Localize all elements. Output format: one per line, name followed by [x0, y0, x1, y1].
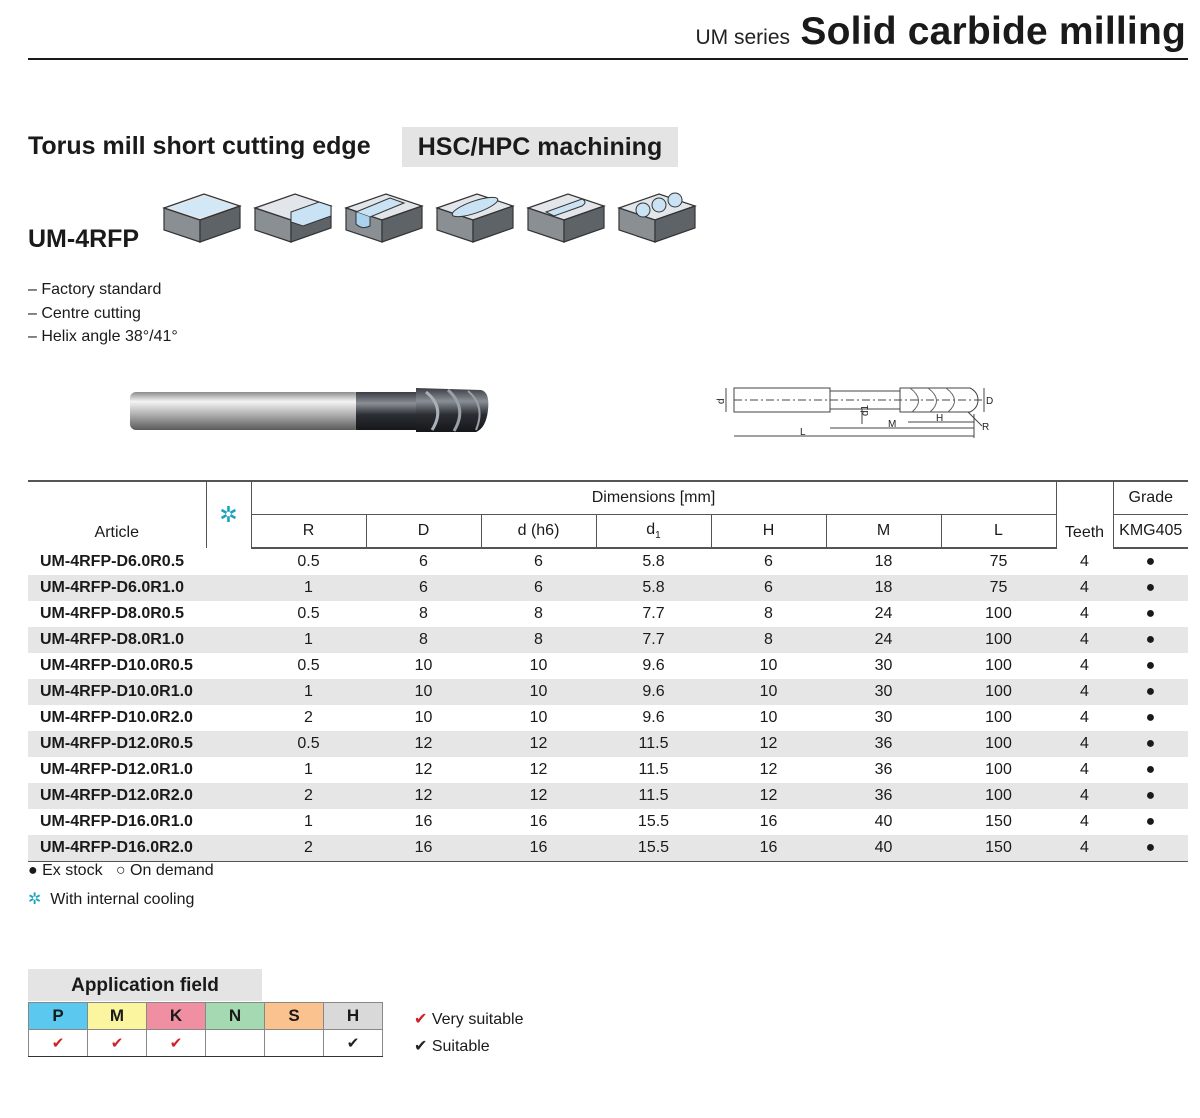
material-group-s: S: [265, 1003, 324, 1030]
teeth-cell: 4: [1056, 679, 1113, 705]
R-cell: 0.5: [251, 731, 366, 757]
d-cell: 12: [481, 783, 596, 809]
d-cell: 10: [529, 657, 548, 674]
d-cell: 16: [481, 835, 596, 862]
internal-cooling-icon: ✲: [206, 481, 251, 548]
M-cell: 36: [826, 783, 941, 809]
M-cell: 18: [874, 553, 893, 570]
L-cell: 100: [941, 731, 1056, 757]
teeth-cell: 4: [1056, 575, 1113, 601]
table-row: [28, 731, 1188, 757]
table-row: [28, 601, 1188, 627]
article-cell: UM-4RFP-D12.0R0.5: [28, 731, 206, 757]
material-group-n: N: [206, 1003, 265, 1030]
H-cell: 16: [759, 813, 778, 830]
article-cell: UM-4RFP-D8.0R1.0: [28, 627, 206, 653]
D-cell: 6: [419, 553, 428, 570]
grade-cell: ●: [1145, 657, 1156, 674]
stock-legend: [28, 862, 214, 880]
d1-cell: 7.7: [642, 605, 665, 622]
D-cell: 10: [366, 679, 481, 705]
grade-cell: ●: [1145, 605, 1156, 622]
table-row: [28, 705, 1188, 731]
R-cell: 2: [304, 709, 313, 726]
ramping-operation-icon: [524, 186, 608, 246]
suitability-check-icon: [265, 1030, 324, 1057]
grade-cell: ●: [1113, 627, 1188, 653]
table-row: [28, 757, 1188, 783]
cooling-cell: [206, 731, 251, 757]
L-cell: 100: [941, 783, 1056, 809]
teeth-header: Teeth: [1056, 481, 1113, 548]
D-cell: 6: [366, 575, 481, 601]
col-d1-header: [596, 515, 711, 549]
d1-cell: 9.6: [596, 679, 711, 705]
H-cell: 6: [764, 553, 773, 570]
d1-cell: 15.5: [637, 813, 670, 830]
teeth-cell: 4: [1056, 783, 1113, 809]
grade-cell: ●: [1145, 761, 1156, 778]
H-cell: 16: [711, 835, 826, 862]
D-cell: 10: [414, 657, 433, 674]
teeth-cell: 4: [1080, 761, 1089, 778]
suitability-check-icon: ✔: [324, 1030, 383, 1057]
table-row: [28, 627, 1188, 653]
L-cell: 100: [985, 657, 1012, 674]
table-row: [28, 653, 1188, 679]
very-suitable-label: Very suitable: [431, 1011, 524, 1028]
col-M-header: M: [826, 515, 941, 549]
internal-cooling-legend-icon: ✲: [28, 891, 42, 908]
M-cell: 24: [826, 627, 941, 653]
table-row: [28, 835, 1188, 862]
cooling-cell: [206, 601, 251, 627]
article-cell: UM-4RFP-D10.0R2.0: [40, 709, 193, 726]
L-cell: 100: [985, 605, 1012, 622]
material-group-h: H: [324, 1003, 383, 1030]
d1-cell: 5.8: [642, 553, 665, 570]
col-D-header: D: [366, 515, 481, 549]
article-cell: UM-4RFP-D10.0R0.5: [40, 657, 193, 674]
application-field-table: [28, 1002, 383, 1057]
cooling-cell: [206, 548, 251, 575]
feature-item: – Centre cutting: [28, 304, 141, 322]
suitability-check-icon: ✔: [29, 1030, 88, 1057]
D-cell: 12: [414, 761, 433, 778]
col-d1-main: d: [646, 520, 656, 538]
D-cell: 8: [366, 627, 481, 653]
M-cell: 24: [874, 605, 893, 622]
R-cell: 0.5: [297, 553, 320, 570]
H-cell: 6: [711, 575, 826, 601]
article-cell: UM-4RFP-D16.0R1.0: [40, 813, 193, 830]
L-cell: 100: [941, 627, 1056, 653]
suitability-check-icon: ✔: [147, 1030, 206, 1057]
on-demand-legend: ○ On demand: [115, 862, 214, 879]
table-row: [28, 783, 1188, 809]
d1-cell: 11.5: [596, 731, 711, 757]
catalog-title: Solid carbide milling: [800, 10, 1186, 53]
drawing-label-H: H: [936, 413, 944, 424]
article-cell: UM-4RFP-D10.0R1.0: [28, 679, 206, 705]
cooling-cell: [206, 653, 251, 679]
dimension-drawing: [712, 380, 1002, 444]
M-cell: 40: [874, 813, 893, 830]
suitability-check-icon: ✔: [88, 1030, 147, 1057]
teeth-cell: 4: [1056, 835, 1113, 862]
table-row: [28, 679, 1188, 705]
L-cell: 100: [941, 679, 1056, 705]
article-cell: UM-4RFP-D8.0R0.5: [40, 605, 185, 622]
teeth-cell: 4: [1080, 657, 1089, 674]
L-cell: 75: [941, 575, 1056, 601]
article-cell: UM-4RFP-D12.0R2.0: [28, 783, 206, 809]
application-field-title: Application field: [28, 969, 262, 1001]
table-row: [28, 548, 1188, 575]
d-cell: 6: [481, 575, 596, 601]
feature-item: – Helix angle 38°/41°: [28, 328, 178, 345]
grade-cell: ●: [1113, 835, 1188, 862]
d1-cell: 11.5: [638, 761, 669, 778]
very-suitable-check-icon: ✔: [414, 1011, 428, 1028]
feature-item: – Factory standard: [28, 281, 162, 298]
M-cell: 36: [874, 761, 893, 778]
end-mill-photo: [126, 378, 496, 438]
grade-cell: ●: [1145, 709, 1156, 726]
d1-cell: 11.5: [596, 783, 711, 809]
product-code: UM-4RFP: [28, 225, 140, 253]
cooling-cell: [206, 679, 251, 705]
table-row: [28, 575, 1188, 601]
article-cell: UM-4RFP-D12.0R1.0: [40, 761, 193, 778]
suitable-check-icon: ✔: [414, 1038, 428, 1055]
article-cell: UM-4RFP-D6.0R1.0: [28, 575, 206, 601]
cooling-cell: [206, 705, 251, 731]
M-cell: 18: [826, 575, 941, 601]
H-cell: 12: [759, 761, 778, 778]
d-cell: 10: [481, 679, 596, 705]
grade-cell: ●: [1113, 679, 1188, 705]
D-cell: 12: [366, 731, 481, 757]
teeth-cell: 4: [1056, 627, 1113, 653]
suitability-check-icon: [206, 1030, 265, 1057]
cooling-cell: [206, 783, 251, 809]
grade-header: Grade: [1113, 481, 1188, 515]
internal-cooling-legend-text: With internal cooling: [50, 891, 195, 908]
teeth-cell: 4: [1080, 709, 1089, 726]
drawing-label-R: R: [982, 422, 990, 433]
H-cell: 10: [759, 657, 778, 674]
cooling-cell: [206, 809, 251, 835]
article-header: Article: [28, 481, 206, 548]
teeth-cell: 4: [1056, 731, 1113, 757]
pocket-operation-icon: [433, 186, 517, 246]
feature-list: [28, 278, 178, 349]
grade-cell: ●: [1145, 553, 1156, 570]
table-row: [28, 809, 1188, 835]
d-cell: 6: [534, 553, 543, 570]
L-cell: 100: [985, 761, 1012, 778]
slotting-operation-icon: [342, 186, 426, 246]
H-cell: 12: [711, 731, 826, 757]
material-group-m: M: [88, 1003, 147, 1030]
d1-cell: 7.7: [596, 627, 711, 653]
M-cell: 30: [826, 679, 941, 705]
application-legend: [414, 1006, 523, 1060]
col-L-header: L: [941, 515, 1056, 549]
R-cell: 0.5: [297, 605, 320, 622]
cooling-cell: [206, 835, 251, 862]
d1-cell: 5.8: [596, 575, 711, 601]
grade-name-header: KMG405: [1113, 515, 1188, 549]
H-cell: 12: [711, 783, 826, 809]
series-label: UM series: [695, 26, 790, 49]
suitable-label: Suitable: [431, 1038, 490, 1055]
H-cell: 8: [711, 627, 826, 653]
d-cell: 8: [534, 605, 543, 622]
d1-cell: 15.5: [596, 835, 711, 862]
R-cell: 1: [251, 627, 366, 653]
R-cell: 1: [251, 679, 366, 705]
teeth-cell: 4: [1080, 605, 1089, 622]
cooling-cell: [206, 627, 251, 653]
M-cell: 30: [874, 709, 893, 726]
material-group-k: K: [147, 1003, 206, 1030]
R-cell: 1: [304, 813, 313, 830]
D-cell: 8: [419, 605, 428, 622]
d-cell: 12: [481, 731, 596, 757]
L-cell: 75: [989, 553, 1008, 570]
grade-cell: ●: [1113, 731, 1188, 757]
plunging-operation-icon: [615, 186, 699, 246]
d1-cell: 9.6: [642, 657, 665, 674]
M-cell: 36: [826, 731, 941, 757]
R-cell: 1: [304, 761, 313, 778]
drawing-label-d: d: [716, 398, 727, 404]
teeth-cell: 4: [1080, 552, 1089, 570]
cooling-cell: [206, 757, 251, 783]
M-cell: 40: [826, 835, 941, 862]
grade-cell: ●: [1113, 783, 1188, 809]
drawing-label-M: M: [888, 419, 897, 430]
article-cell: UM-4RFP-D6.0R0.5: [40, 552, 185, 570]
cooling-cell: [206, 575, 251, 601]
col-R-header: R: [251, 515, 366, 549]
d-cell: 8: [481, 627, 596, 653]
d-cell: 10: [529, 709, 548, 726]
L-cell: 150: [985, 813, 1012, 830]
drawing-label-L: L: [800, 427, 806, 438]
H-cell: 10: [759, 709, 778, 726]
facing-operation-icon: [160, 186, 244, 246]
col-d-header: d (h6): [481, 515, 596, 549]
cooling-legend: [28, 889, 194, 909]
machining-badge: HSC/HPC machining: [402, 127, 678, 167]
R-cell: 2: [251, 835, 366, 862]
D-cell: 10: [414, 709, 433, 726]
shoulder-operation-icon: [251, 186, 335, 246]
L-cell: 100: [985, 709, 1012, 726]
D-cell: 16: [366, 835, 481, 862]
R-cell: 0.5: [297, 657, 320, 674]
R-cell: 1: [251, 575, 366, 601]
R-cell: 2: [251, 783, 366, 809]
D-cell: 16: [414, 813, 433, 830]
grade-cell: ●: [1113, 575, 1188, 601]
M-cell: 30: [874, 657, 893, 674]
H-cell: 10: [711, 679, 826, 705]
product-title: Torus mill short cutting edge: [28, 132, 371, 160]
H-cell: 8: [764, 605, 773, 622]
L-cell: 150: [941, 835, 1056, 862]
teeth-cell: 4: [1080, 813, 1089, 830]
col-d1-sub: 1: [655, 530, 661, 542]
specification-table: [28, 480, 1188, 862]
header-rule: [28, 58, 1188, 60]
drawing-label-D: D: [986, 396, 994, 407]
d-cell: 12: [529, 761, 548, 778]
material-group-p: P: [29, 1003, 88, 1030]
d1-cell: 9.6: [642, 709, 665, 726]
col-H-header: H: [711, 515, 826, 549]
ex-stock-legend: ● Ex stock: [28, 862, 103, 879]
drawing-label-d1: d1: [860, 404, 871, 416]
d-cell: 16: [529, 813, 548, 830]
dimensions-header: Dimensions [mm]: [251, 481, 1056, 515]
article-cell: UM-4RFP-D16.0R2.0: [28, 835, 206, 862]
grade-cell: ●: [1145, 813, 1156, 830]
D-cell: 12: [366, 783, 481, 809]
